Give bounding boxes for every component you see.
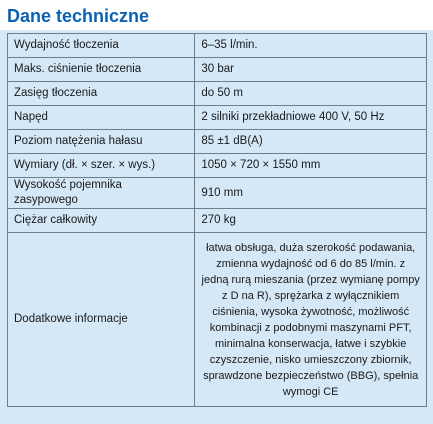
spec-value: do 50 m — [195, 82, 427, 106]
spec-table — [7, 33, 427, 407]
spec-row-hopper-height — [8, 178, 427, 209]
spec-label: Poziom natężenia hałasu — [8, 130, 195, 154]
spec-label: Wysokość pojemnika zasypowego — [8, 178, 195, 209]
spec-label: Wydajność tłoczenia — [8, 34, 195, 58]
spec-value: 6–35 l/min. — [195, 34, 427, 58]
spec-value: 30 bar — [195, 58, 427, 82]
spec-row-output — [8, 34, 427, 58]
spec-value: 2 silniki przekładniowe 400 V, 50 Hz — [195, 106, 427, 130]
section-title: Dane techniczne — [7, 6, 150, 26]
spec-value: 1050 × 720 × 1550 mm — [195, 154, 427, 178]
spec-value: 910 mm — [195, 178, 427, 209]
spec-label: Zasięg tłoczenia — [8, 82, 195, 106]
spec-value: 85 ±1 dB(A) — [195, 130, 427, 154]
spec-label: Ciężar całkowity — [8, 209, 195, 233]
spec-row-additional-info — [8, 233, 427, 407]
spec-label: Wymiary (dł. × szer. × wys.) — [8, 154, 195, 178]
spec-row-max-pressure — [8, 58, 427, 82]
spec-label: Dodatkowe informacje — [8, 233, 195, 407]
spec-label: Napęd — [8, 106, 195, 130]
spec-row-range — [8, 82, 427, 106]
spec-label: Maks. ciśnienie tłoczenia — [8, 58, 195, 82]
spec-row-drive — [8, 106, 427, 130]
spec-value: 270 kg — [195, 209, 427, 233]
spec-value-long: łatwa obsługa, duża szerokość podawania, zmienna wydajność od 6 do 85 l/min. z jedną rurą mieszania (przez wymianę pompy z D na R), sprężarka z wyłącznikiem ciśnienia, wysoka żywotność, możliwość kombinacji z podobnymi maszynami PFT, minimalna konserwacja, łatwe i szybkie czyszczenie, nisko umieszczony zbiornik, sprawdzone bezpieczeństwo (BBG), spełnia wymogi CE — [195, 233, 427, 407]
spec-row-total-weight — [8, 209, 427, 233]
spec-row-noise-level — [8, 130, 427, 154]
spec-row-dimensions — [8, 154, 427, 178]
spec-panel — [0, 30, 433, 424]
